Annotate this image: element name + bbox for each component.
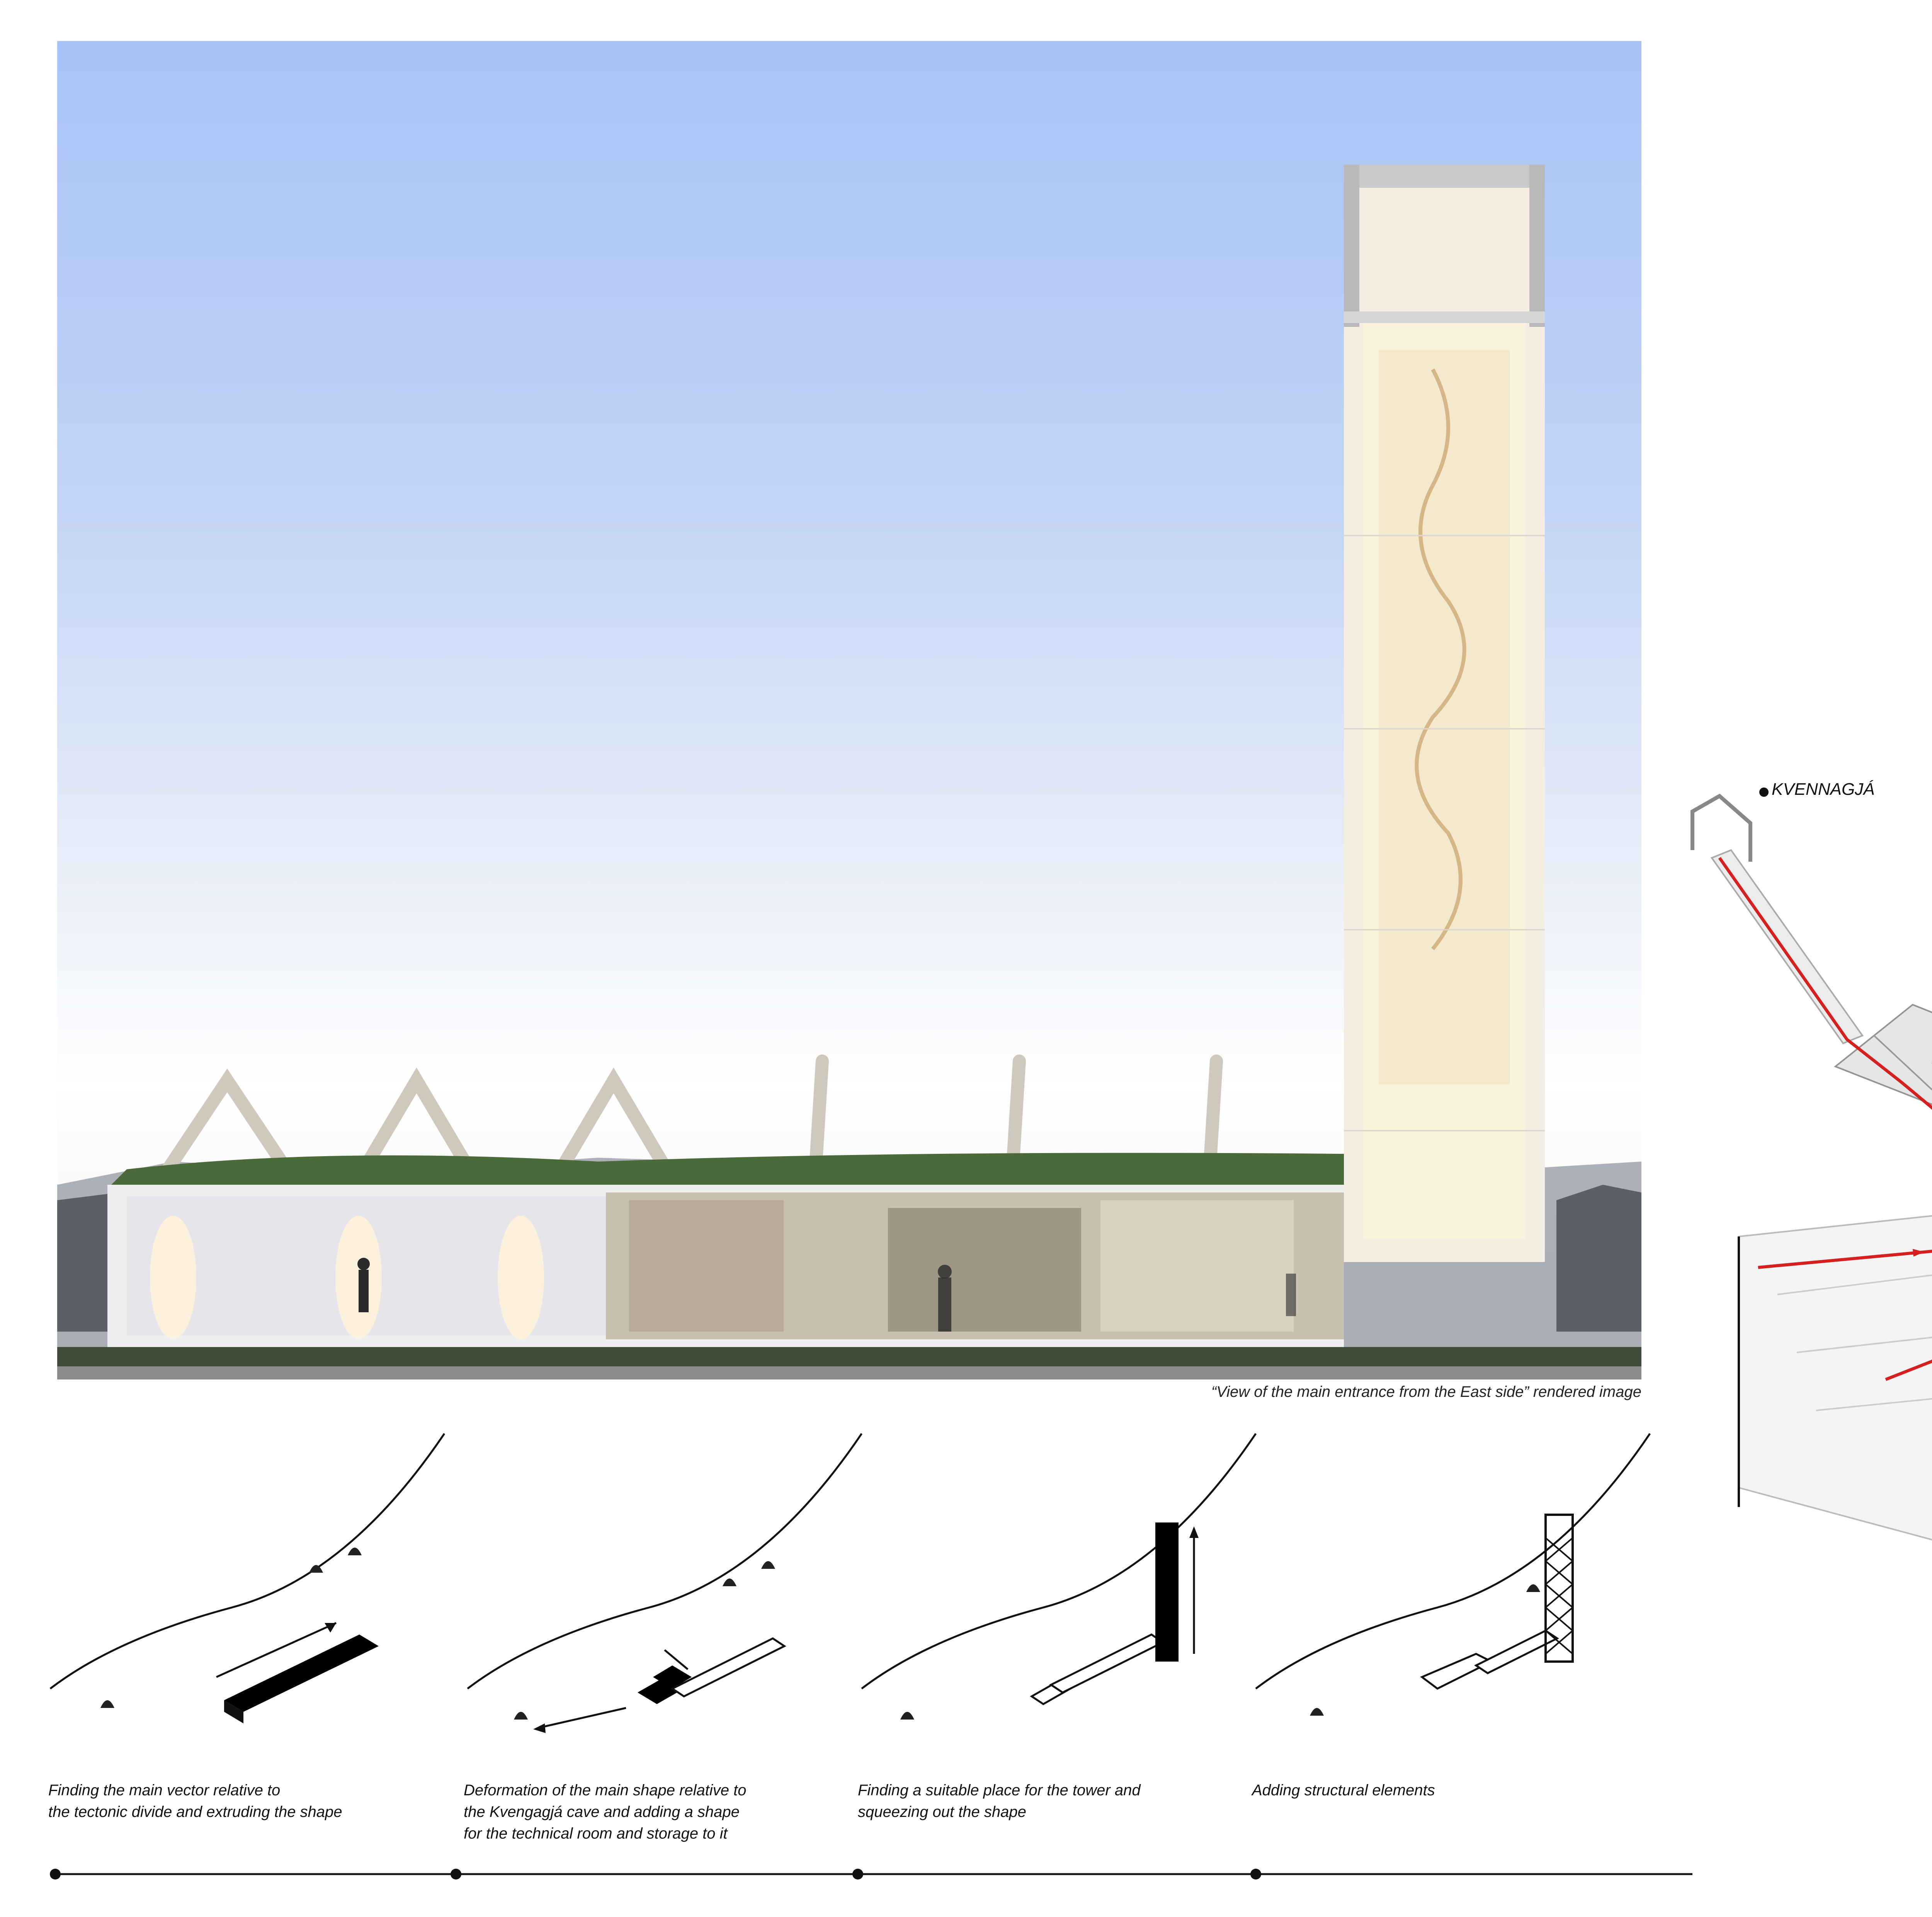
timeline-dot bbox=[50, 1869, 61, 1880]
process-timeline bbox=[39, 1863, 1700, 1917]
render-caption: “View of the main entrance from the East side” rendered image bbox=[1211, 1383, 1641, 1400]
rendered-view-image bbox=[57, 41, 1641, 1379]
step-3-caption: Finding a suitable place for the tower and squeezing out the shape bbox=[858, 1782, 1141, 1820]
step-4-caption: Adding structural elements bbox=[1252, 1782, 1435, 1799]
step-4-diagram bbox=[1244, 1422, 1669, 1770]
label-kvennagja: KVENNAGJÁ bbox=[1772, 780, 1875, 799]
step-1-caption: Finding the main vector relative to the tectonic divide and extruding the shape bbox=[48, 1782, 342, 1820]
step-3-diagram bbox=[850, 1422, 1275, 1770]
timeline-dot bbox=[1250, 1869, 1261, 1880]
timeline-dot bbox=[852, 1869, 863, 1880]
render-illustration bbox=[57, 41, 1641, 1379]
step-2-diagram bbox=[456, 1422, 881, 1770]
candle-tower bbox=[1344, 165, 1545, 1262]
timeline-dot bbox=[451, 1869, 461, 1880]
axonometric-diagram bbox=[1662, 734, 1932, 1778]
axo-drawing bbox=[1662, 734, 1932, 1778]
step-2-caption: Deformation of the main shape relative to the Kvengagjá cave and adding a shape for the technical room and storage to it bbox=[464, 1782, 747, 1842]
step-1-diagram bbox=[39, 1422, 464, 1770]
